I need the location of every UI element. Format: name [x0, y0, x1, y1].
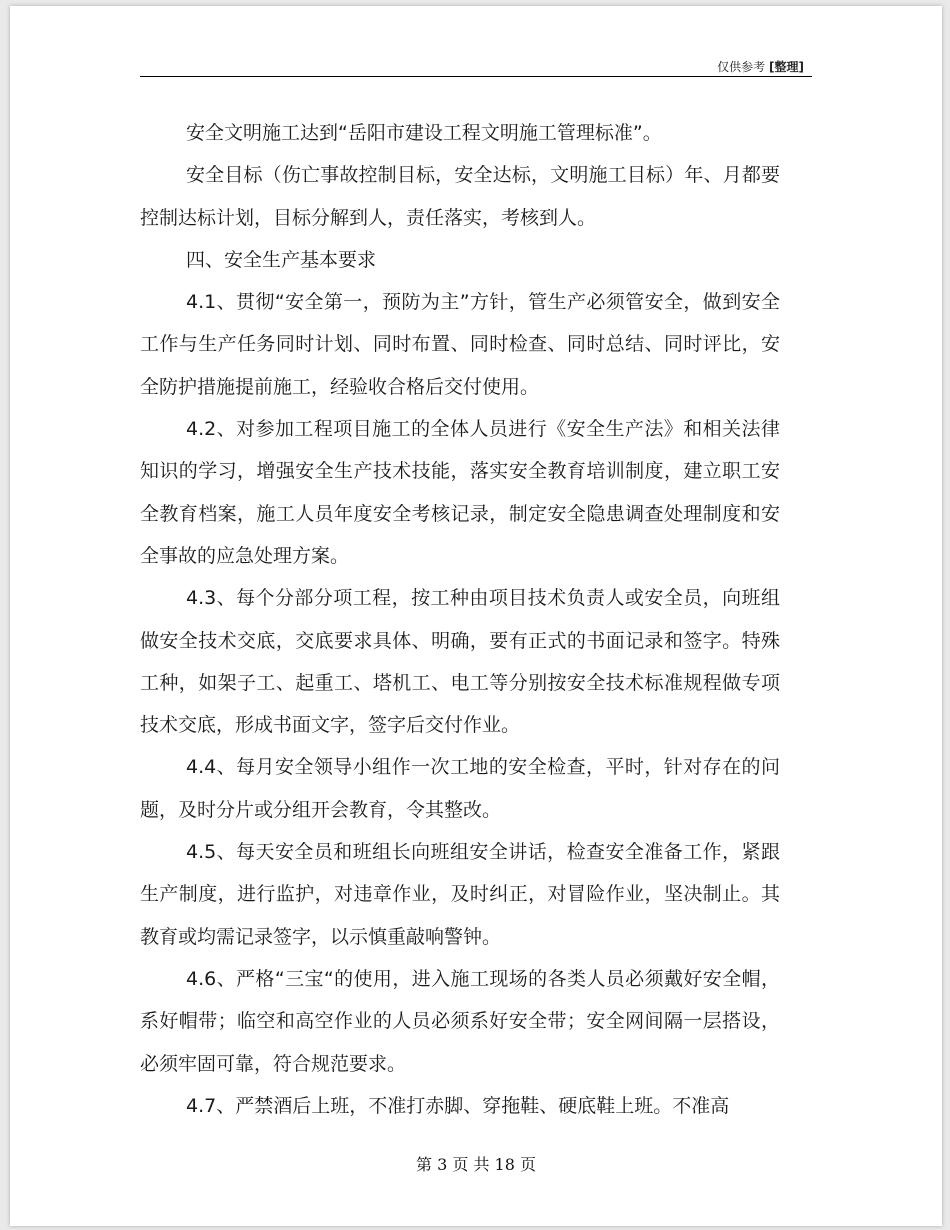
section-heading: 四、安全生产基本要求 [186, 248, 377, 271]
header-tag: [整理] [769, 60, 804, 74]
paragraph: 4.6、严格“三宝“的使用，进入施工现场的各类人员必须戴好安全帽，系好帽带；临空和高空作业的人员必须系好安全带；安全网间隔一层搭设，必须牢固可靠，符合规范要求。 [140, 967, 780, 1075]
body-text [140, 112, 780, 1127]
paragraph: 安全目标（伤亡事故控制目标，安全达标，文明施工目标）年、月都要控制达标计划，目标分解到人，责任落实，考核到人。 [140, 164, 780, 229]
document-page [10, 6, 942, 1226]
paragraph: 4.4、每月安全领导小组作一次工地的安全检查，平时，针对存在的问题，及时分片或分组开会教育，令其整改。 [140, 756, 780, 821]
header-rule [140, 76, 812, 77]
paragraph: 4.7、严禁酒后上班，不准打赤脚、穿拖鞋、硬底鞋上班。不准高 [186, 1094, 730, 1117]
page-header [717, 58, 804, 75]
paragraph: 4.5、每天安全员和班组长向班组安全讲话，检查安全准备工作，紧跟生产制度，进行监护，对违章作业，及时纠正，对冒险作业，坚决制止。其教育或均需记录签字，以示慎重敲响警钟。 [140, 841, 780, 948]
paragraph: 4.3、每个分部分项工程，按工种由项目技术负责人或安全员，向班组做安全技术交底，交底要求具体、明确，要有正式的书面记录和签字。特殊工种，如架子工、起重工、塔机工、电工等分别按安全技术标准规程做专项技术交底，形成书面文字，签字后交付作业。 [140, 587, 780, 737]
page-footer: 第 3 页 共 18 页 [416, 1155, 536, 1174]
paragraph: 安全文明施工达到“岳阳市建设工程文明施工管理标准”。 [186, 122, 662, 144]
header-note: 仅供参考 [717, 60, 766, 74]
paragraph: 4.2、对参加工程项目施工的全体人员进行《安全生产法》和相关法律知识的学习，增强安全生产技术技能，落实安全教育培训制度，建立职工安全教育档案，施工人员年度安全考核记录，制定安全隐患调查处理制度和安全事故的应急处理方案。 [140, 418, 780, 567]
paragraph: 4.1、贯彻“安全第一，预防为主”方针，管生产必须管安全，做到安全工作与生产任务同时计划、同时布置、同时检查、同时总结、同时评比，安全防护措施提前施工，经验收合格后交付使用。 [140, 291, 780, 398]
